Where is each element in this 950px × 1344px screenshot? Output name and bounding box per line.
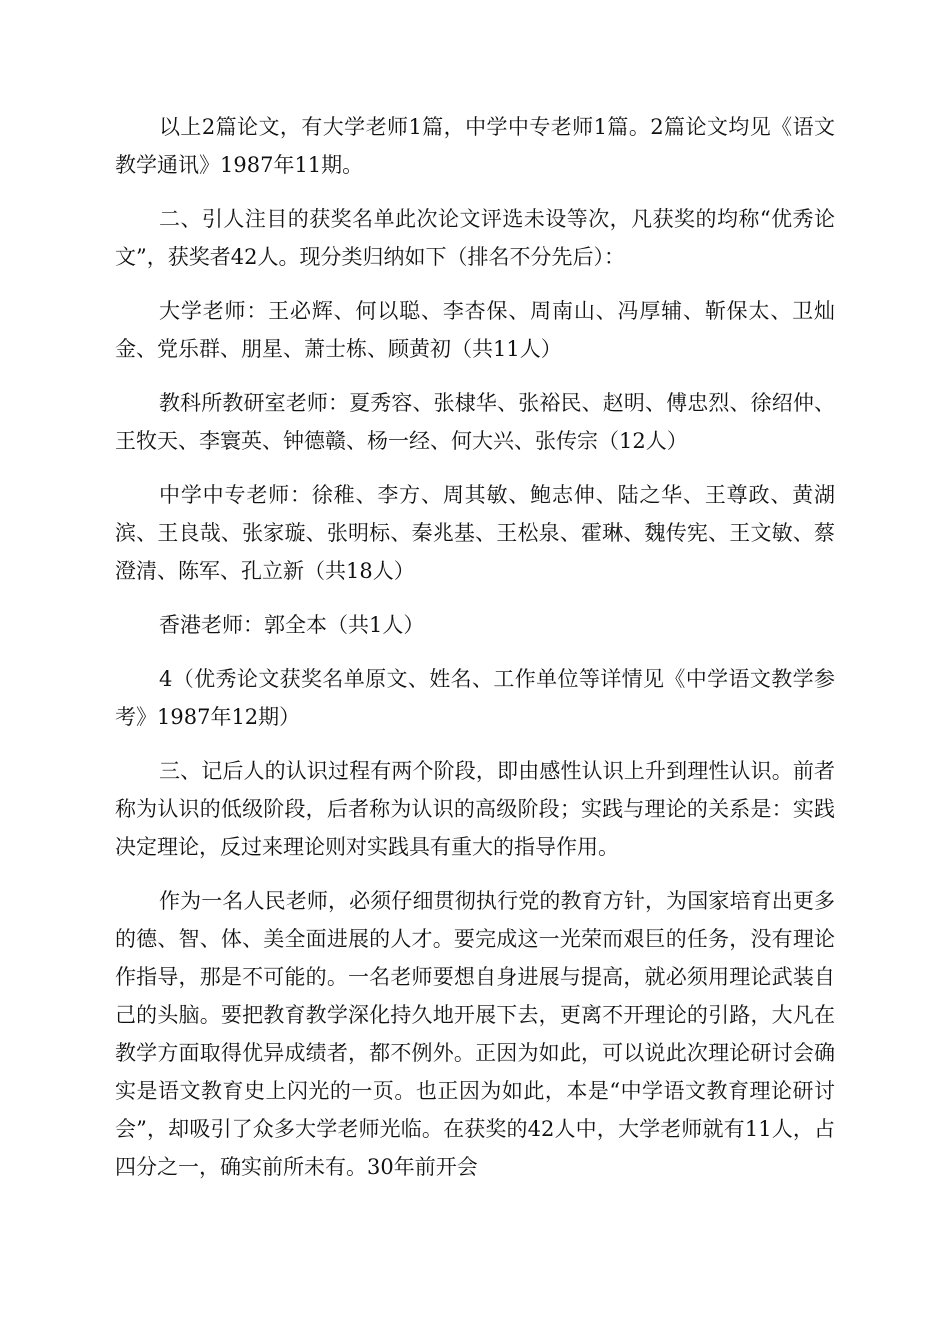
paragraph-university-teachers: 大学老师：王必辉、何以聪、李杏保、周南山、冯厚辅、靳保太、卫灿金、党乐群、朋星、萧士栋、顾黄初（共11人） bbox=[115, 299, 835, 361]
document-page bbox=[115, 108, 835, 1202]
paragraph-secondary-teachers: 中学中专老师：徐稚、李方、周其敏、鲍志伸、陆之华、王尊政、黄湖滨、王良哉、张家璇、张明标、秦兆基、王松泉、霍琳、魏传宪、王文敏、蔡澄清、陈军、孔立新（共18人） bbox=[115, 483, 835, 583]
paragraph-cognition-theory: 三、记后人的认识过程有两个阶段，即由感性认识上升到理性认识。前者称为认识的低级阶段，后者称为认识的高级阶段；实践与理论的关系是：实践决定理论，反过来理论则对实践具有重大的指导作用。 bbox=[115, 759, 835, 859]
paragraph-papers-summary: 以上2篇论文，有大学老师1篇，中学中专老师1篇。2篇论文均见《语文教学通讯》1987年11期。 bbox=[115, 115, 835, 177]
paragraph-research-teachers: 教科所教研室老师：夏秀容、张棣华、张裕民、赵明、傅忠烈、徐绍仲、王牧天、李寰英、钟德赣、杨一经、何大兴、张传宗（12人） bbox=[115, 391, 835, 453]
paragraph-award-source-note: 4（优秀论文获奖名单原文、姓名、工作单位等详情见《中学语文教学参考》1987年12期） bbox=[115, 667, 835, 729]
paragraph-award-list-intro: 二、引人注目的获奖名单此次论文评选未设等次，凡获奖的均称“优秀论文”，获奖者42人。现分类归纳如下（排名不分先后）： bbox=[115, 207, 835, 269]
paragraph-hongkong-teachers: 香港老师：郭全本（共1人） bbox=[159, 613, 425, 637]
paragraph-teacher-responsibility: 作为一名人民老师，必须仔细贯彻执行党的教育方针，为国家培育出更多的德、智、体、美全面进展的人才。要完成这一光荣而艰巨的任务，没有理论作指导，那是不可能的。一名老师要想自身进展与提高，就必须用理论武装自己的头脑。要把教育教学深化持久地开展下去，更离不开理论的引路，大凡在教学方面取得优异成绩者，都不例外。正因为如此，可以说此次理论研讨会确实是语文教育史上闪光的一页。也正因为如此，本是“中学语文教育理论研讨会”，却吸引了众多大学老师光临。在获奖的42人中，大学老师就有11人，占四分之一，确实前所未有。30年前开会 bbox=[115, 889, 835, 1179]
